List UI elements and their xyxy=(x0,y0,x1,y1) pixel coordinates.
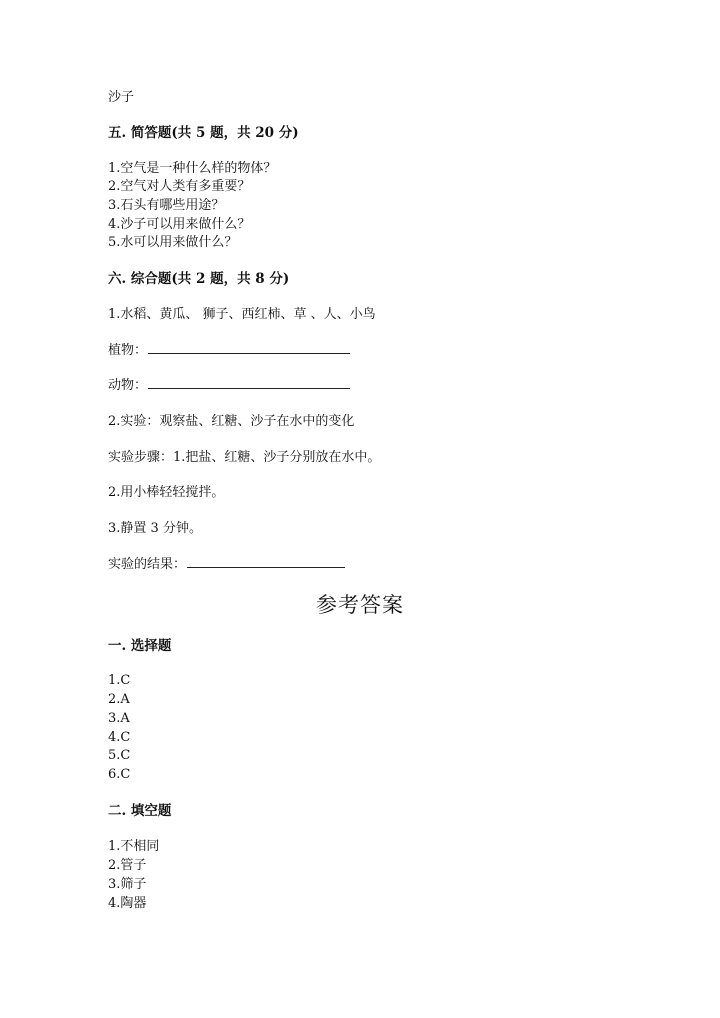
plants-label: 植物： xyxy=(108,343,148,358)
answer-item: 2.管子 xyxy=(108,858,147,873)
answer-item: 2.A xyxy=(108,692,130,707)
question-item: 3.石头有哪些用途？ xyxy=(108,198,225,213)
section5-heading: 五. 简答题(共 5 题，共 20 分) xyxy=(108,125,299,141)
top-word: 沙子 xyxy=(108,90,135,105)
answers-section1-heading: 一. 选择题 xyxy=(108,638,172,654)
plants-line xyxy=(108,342,350,360)
answer-item: 4.C xyxy=(108,730,131,745)
question-item: 4.沙子可以用来做什么？ xyxy=(108,217,251,232)
answer-item: 1.不相同 xyxy=(108,839,160,854)
result-answer-blank[interactable] xyxy=(187,566,345,568)
result-label: 实验的结果： xyxy=(108,557,187,572)
answer-key-title: 参考答案 xyxy=(316,593,404,617)
question-1: 1.水稻、黄瓜、 狮子、西红柿、草 、人、小鸟 xyxy=(108,307,376,322)
experiment-step-1: 实验步骤：1.把盐、红糖、沙子分别放在水中。 xyxy=(108,450,381,465)
plants-answer-blank[interactable] xyxy=(148,352,350,354)
section6-heading: 六. 综合题(共 2 题，共 8 分) xyxy=(108,271,290,287)
question-item: 5.水可以用来做什么？ xyxy=(108,235,238,250)
answer-item: 6.C xyxy=(108,767,131,782)
answer-item: 3.筛子 xyxy=(108,877,147,892)
question-item: 2.空气对人类有多重要？ xyxy=(108,179,251,194)
answer-item: 5.C xyxy=(108,748,131,763)
animals-answer-blank[interactable] xyxy=(148,387,350,389)
animals-label: 动物： xyxy=(108,378,148,393)
answers-section2-heading: 二. 填空题 xyxy=(108,803,172,819)
result-line xyxy=(108,556,345,574)
animals-line xyxy=(108,377,350,395)
question-item: 1.空气是一种什么样的物体？ xyxy=(108,161,277,176)
experiment-step-2: 2.用小棒轻轻搅拌。 xyxy=(108,485,225,500)
answer-item: 3.A xyxy=(108,711,130,726)
question-2: 2.实验：观察盐、红糖、沙子在水中的变化 xyxy=(108,414,355,429)
answer-item: 4.陶器 xyxy=(108,896,147,911)
experiment-step-3: 3.静置 3 分钟。 xyxy=(108,521,202,536)
answer-item: 1.C xyxy=(108,673,131,688)
